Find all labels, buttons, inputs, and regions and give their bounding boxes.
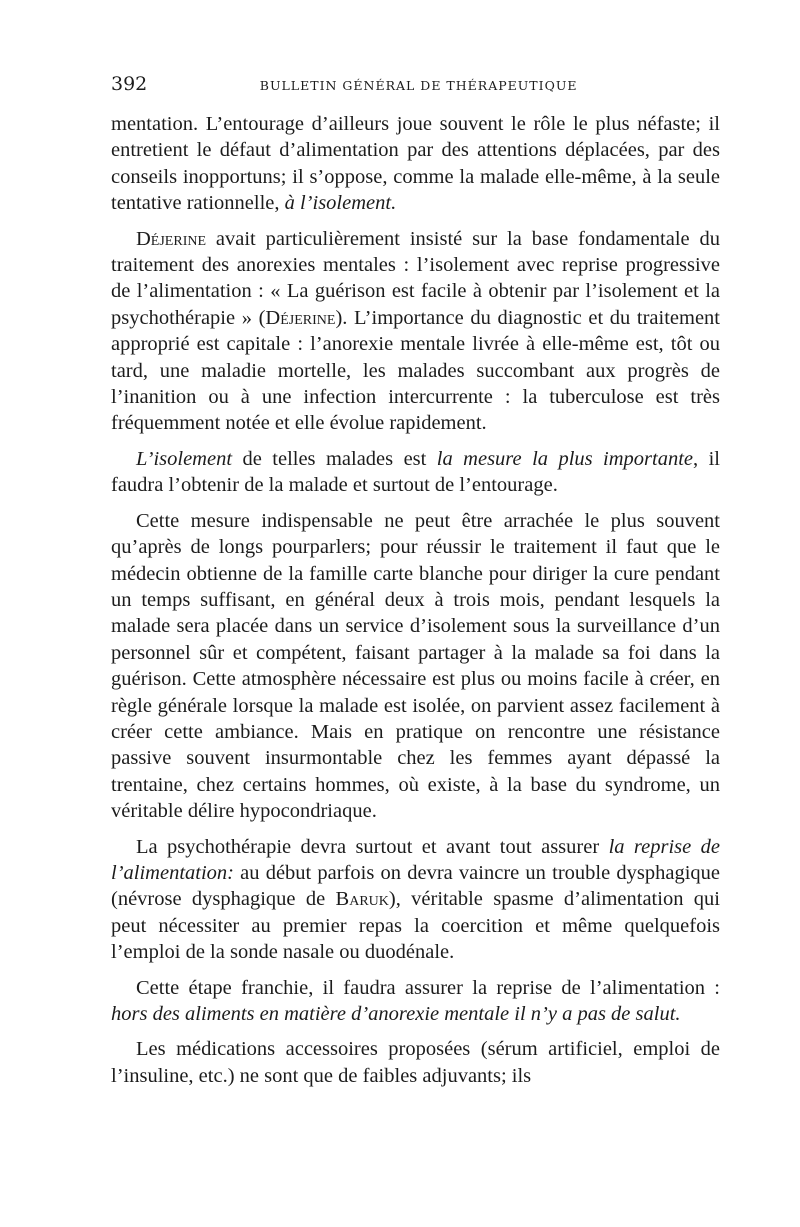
paragraph-3	[111, 446, 720, 499]
paragraph-2	[111, 226, 720, 437]
italic-phrase: la mesure la plus importante	[436, 447, 694, 470]
paragraph-5	[111, 834, 720, 966]
paragraph-text: Cette étape franchie, il faudra assurer la reprise de l’alimentation :	[136, 976, 720, 999]
paragraph-text: Les médications accessoires proposées (sérum artificiel, emploi de l’insuline, etc.) ne sont que de faibles adjuvants; ils	[111, 1038, 720, 1087]
paragraph-1	[111, 111, 720, 217]
page-header	[111, 73, 720, 103]
paragraph-text: , il faudra l’obtenir de la malade et surtout de l’entourage.	[111, 447, 720, 497]
author-name: Déjerine	[136, 227, 207, 250]
paragraph-text: Cette mesure indispensable ne peut être arrachée le plus souvent qu’après de longs pourparlers; pour réussir le traitement il faut que le médecin obtienne de la famille carte blanche pour diriger la cure pendant un temps suffisant, en général deux à trois mois, pendant lesquels la malade sera placée dans un service d’isolement sous la surveillance d’un personnel sûr et compétent, faisant partager à la malade sa foi dans la guérison. Cette atmosphère nécessaire est plus ou moins facile à créer, en règle générale lorsque la malade est isolée, on parvient assez facilement à créer cette ambiance. Mais en pratique on rencontre une résistance passive souvent insurmontable chez les femmes ayant dépassé la trentaine, chez certains hommes, où existe, à la base du syndrome, un véritable délire hypocondriaque.	[111, 509, 720, 823]
author-name: Baruk	[335, 888, 389, 911]
paragraph-text: ). L’importance du diagnostic et du traitement approprié est capitale : l’anorexie mentale livrée à elle-même est, tôt ou tard, une maladie mortelle, les malades succombant aux progrès de l’inanition ou à une infection intercurrente : la tuberculose est très fréquemment notée et elle évolue rapidement.	[111, 306, 720, 435]
paragraph-text: au début parfois on devra vaincre un trouble dysphagique (névrose dysphagique de	[111, 861, 720, 911]
paragraph-6	[111, 975, 720, 1028]
paragraph-text: avait particulièrement insisté sur la base fondamentale du traitement des anorexies mentales : l’isolement avec reprise progressive de l’alimentation : « La guérison est facile à obtenir par l’isolement et la psychothérapie » (	[111, 227, 720, 329]
paragraph-7	[111, 1036, 720, 1089]
italic-phrase: hors des aliments en matière d’anorexie mentale il n’y a pas de salut.	[111, 1003, 681, 1025]
paragraph-text: La psychothérapie devra surtout et avant tout assurer	[136, 835, 609, 858]
paragraph-text: ), véritable spasme d’alimentation qui peut nécessiter au premier repas la coercition et même quelquefois l’emploi de la sonde nasale ou duodénale.	[111, 888, 720, 964]
running-title: BULLETIN GÉNÉRAL DE THÉRAPEUTIQUE	[259, 78, 578, 93]
paragraph-text: de telles malades est	[232, 447, 437, 470]
italic-phrase: L’isolement	[136, 447, 233, 470]
page-number: 392	[111, 73, 148, 95]
paragraph-text: mentation. L’entourage d’ailleurs joue souvent le rôle le plus néfaste; il entretient le défaut d’alimentation par des attentions déplacées, par des conseils inopportuns; il s’oppose, comme la malade elle-même, à la seule tentative rationnelle,	[111, 113, 720, 215]
italic-phrase: à l’isolement.	[284, 192, 397, 215]
body-text	[111, 111, 720, 1089]
paragraph-4	[111, 508, 720, 825]
italic-phrase: la reprise de l’alimentation:	[111, 835, 720, 884]
author-name: Déjerine	[265, 306, 336, 329]
